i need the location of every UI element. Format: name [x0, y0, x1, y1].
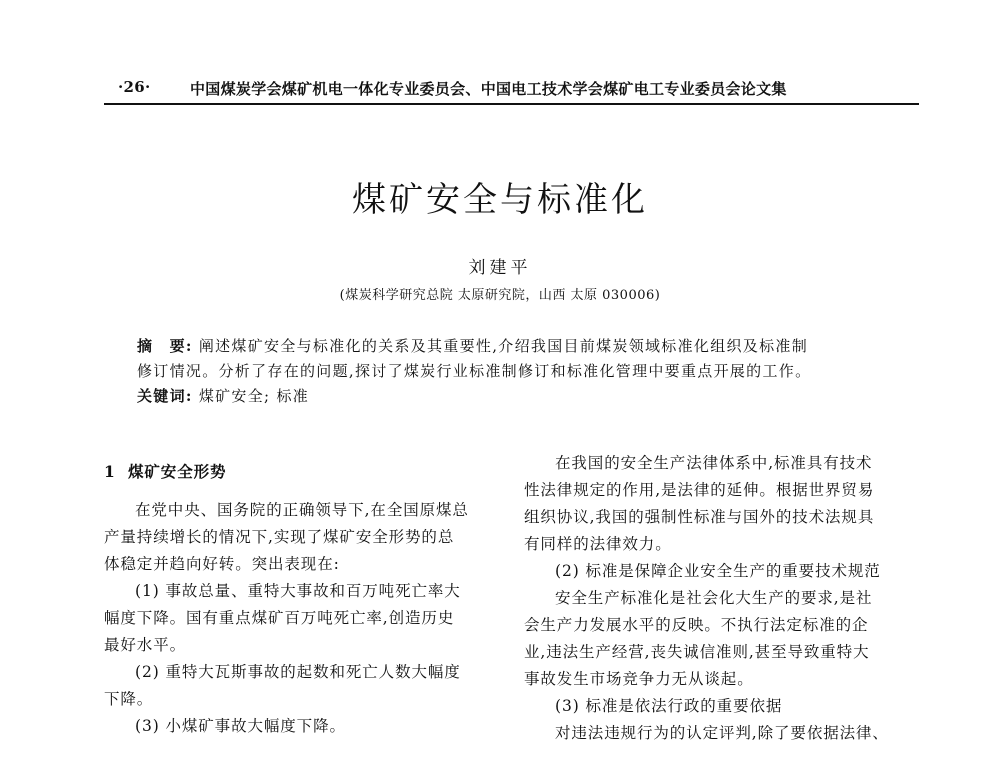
paragraph-line: 有同样的法律效力。	[524, 535, 672, 553]
journal-title: 中国煤炭学会煤矿机电一体化专业委员会、中国电工技术学会煤矿电工专业委员会论文集	[190, 80, 787, 98]
paragraph-line: 幅度下降。国有重点煤矿百万吨死亡率,创造历史	[104, 609, 455, 627]
paragraph-line: 在党中央、国务院的正确领导下,在全国原煤总	[135, 501, 469, 519]
paragraph-line: 最好水平。	[104, 636, 187, 654]
paragraph-line: (3) 小煤矿事故大幅度下降。	[135, 717, 346, 735]
section-heading	[104, 458, 496, 485]
abstract-block	[137, 334, 897, 409]
paragraph-line: 组织协议,我国的强制性标准与国外的技术法规具	[524, 508, 875, 526]
subsection-heading: (2) 标准是保障企业安全生产的重要技术规范	[555, 562, 881, 580]
paragraph-line: (2) 重特大瓦斯事故的起数和死亡人数大幅度	[135, 663, 461, 681]
subsection-heading: (3) 标准是依法行政的重要依据	[555, 697, 783, 715]
keywords-text: 煤矿安全; 标准	[198, 387, 310, 405]
abstract-line-2	[137, 359, 897, 384]
paragraph-line: 对违法违规行为的认定评判,除了要依据法律、	[555, 724, 889, 742]
paragraph-line: 业,违法生产经营,丧失诚信准则,甚至导致重特大	[524, 643, 870, 661]
running-header	[104, 76, 919, 100]
author-affiliation: (煤炭科学研究总院 太原研究院，山西 太原 030006)	[339, 288, 661, 303]
abstract-line-1	[137, 334, 897, 359]
abstract-text-2: 修订情况。分析了存在的问题,探讨了煤炭行业标准制修订和标准化管理中要重点开展的工作。	[137, 362, 812, 380]
header-rule	[104, 103, 919, 105]
paragraph-line: (1) 事故总量、重特大事故和百万吨死亡率大	[135, 582, 461, 600]
keywords-line	[137, 384, 897, 409]
paragraph-line: 事故发生市场竞争力无从谈起。	[524, 670, 754, 688]
section-title: 煤矿安全形势	[128, 462, 227, 481]
right-column	[524, 450, 920, 747]
paragraph-line: 体稳定并趋向好转。突出表现在:	[104, 555, 340, 573]
left-column	[104, 450, 496, 740]
paragraph-line: 会生产力发展水平的反映。不执行法定标准的企	[524, 616, 869, 634]
paragraph-line: 在我国的安全生产法律体系中,标准具有技术	[555, 454, 873, 472]
abstract-label: 摘 要:	[137, 337, 193, 355]
article-title: 煤矿安全与标准化	[352, 180, 648, 220]
abstract-text-1: 阐述煤矿安全与标准化的关系及其重要性,介绍我国目前煤炭领域标准化组织及标准制	[198, 337, 808, 355]
keywords-label: 关键词:	[137, 387, 193, 405]
paragraph-line: 产量持续增长的情况下,实现了煤矿安全形势的总	[104, 528, 455, 546]
page-number: ·26·	[118, 78, 151, 96]
paragraph-line: 性法律规定的作用,是法律的延伸。根据世界贸易	[524, 481, 875, 499]
section-number: 1	[104, 462, 116, 481]
article-author: 刘建平	[468, 258, 532, 278]
paragraph-line: 下降。	[104, 690, 154, 708]
paragraph-line: 安全生产标准化是社会化大生产的要求,是社	[555, 589, 873, 607]
